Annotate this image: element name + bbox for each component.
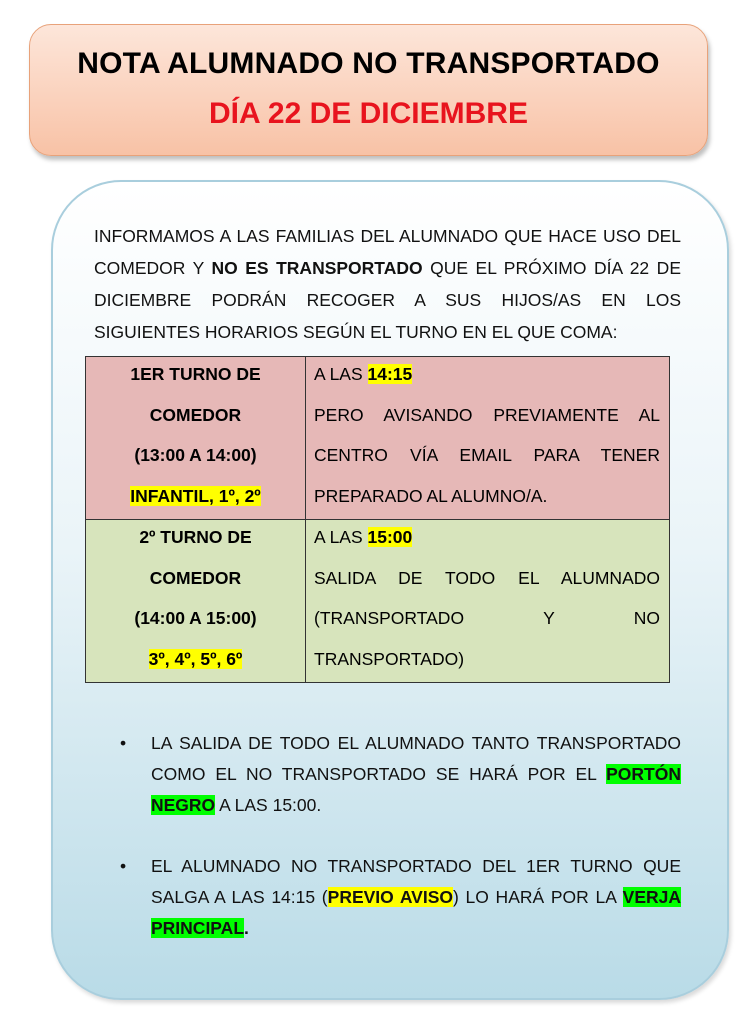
notice-highlight: PREVIO AVISO <box>327 887 453 907</box>
turn-hours: (13:00 A 14:00) <box>134 445 257 465</box>
turn-name-2: COMEDOR <box>149 567 242 588</box>
table-row <box>86 520 670 683</box>
table-row <box>86 357 670 520</box>
schedule-table <box>85 356 670 683</box>
list-item <box>120 851 681 944</box>
pickup-prefix: A LAS <box>314 527 368 547</box>
turn-name-2: COMEDOR <box>149 404 242 425</box>
intro-paragraph <box>94 220 681 348</box>
date-subtitle: DÍA 22 DE DICIEMBRE <box>209 97 528 130</box>
turn-groups <box>86 479 305 520</box>
bullet-text-3: . <box>244 918 249 938</box>
pickup-note-3: PREPARADO AL ALUMNO/A. <box>314 485 548 506</box>
pickup-note-3: TRANSPORTADO) <box>314 648 465 669</box>
bullet-text-2: ) LO HARÁ POR LA <box>452 887 623 907</box>
turn-cell <box>86 357 306 520</box>
bullet-icon: • <box>120 733 127 753</box>
turn-name: 1ER TURNO DE <box>130 364 261 384</box>
turn-cell <box>86 520 306 683</box>
title-banner <box>29 24 708 156</box>
pickup-note: SALIDA DE TODO EL ALUMNADO <box>314 567 660 588</box>
groups-highlight: 3º, 4º, 5º, 6º <box>148 648 243 669</box>
bullet-text: LA SALIDA DE TODO EL ALUMNADO TANTO TRANSPORTADO COMO EL NO TRANSPORTADO SE HARÁ POR EL <box>151 733 681 784</box>
pickup-time-line <box>314 357 660 398</box>
turn-groups <box>86 642 305 683</box>
intro-emphasis: NO ES TRANSPORTADO <box>211 258 423 278</box>
gate-highlight: PORTÓN NEGRO <box>151 764 681 815</box>
pickup-time: 15:00 <box>367 527 413 547</box>
page-title: NOTA ALUMNADO NO TRANSPORTADO <box>77 47 660 80</box>
groups-highlight: INFANTIL, 1º, 2º <box>130 485 261 506</box>
pickup-time: 14:15 <box>367 364 413 384</box>
bullet-list <box>120 728 681 944</box>
pickup-prefix: A LAS <box>314 364 368 384</box>
pickup-note-2: CENTRO VÍA EMAIL PARA TENER <box>314 445 660 465</box>
pickup-note-2: (TRANSPORTADO Y NO <box>314 608 660 628</box>
pickup-time-line <box>314 520 660 561</box>
list-item <box>120 728 681 821</box>
pickup-cell <box>306 520 670 683</box>
pickup-note: PERO AVISANDO PREVIAMENTE AL <box>314 404 660 425</box>
intro-text-2: QUE EL PRÓXIMO DÍA 22 DE DICIEMBRE PODRÁN RECOGER A SUS HIJOS/AS EN LOS SIGUIENTES HORARIOS SEGÚN EL TURNO EN EL QUE COMA: <box>94 258 681 342</box>
turn-hours: (14:00 A 15:00) <box>134 608 257 628</box>
turn-name: 2º TURNO DE <box>139 527 252 547</box>
intro-text-1: INFORMAMOS A LAS FAMILIAS DEL ALUMNADO QUE HACE USO DEL COMEDOR Y <box>94 226 681 278</box>
pickup-cell <box>306 357 670 520</box>
bullet-text-2: A LAS 15:00. <box>215 795 322 815</box>
bullet-icon: • <box>120 856 127 876</box>
bullet-text: EL ALUMNADO NO TRANSPORTADO DEL 1ER TURNO QUE SALGA A LAS 14:15 ( <box>151 856 681 907</box>
main-gate-highlight: VERJA PRINCIPAL <box>151 887 681 938</box>
